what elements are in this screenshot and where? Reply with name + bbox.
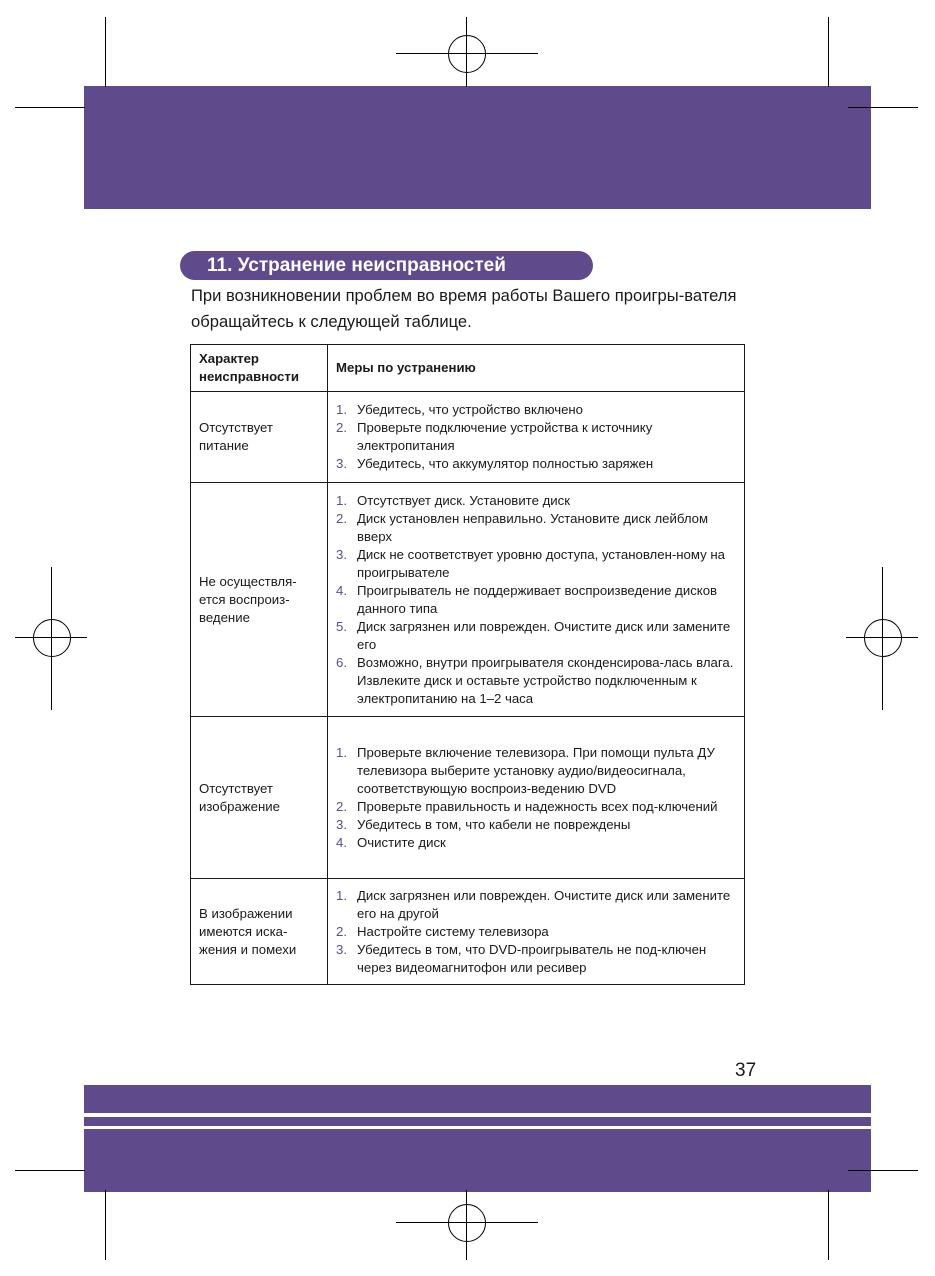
step-number: 4. — [336, 834, 347, 850]
table-row — [191, 483, 745, 717]
list-item — [336, 798, 738, 816]
step-text: Убедитесь в том, что кабели не повреждены — [357, 816, 631, 832]
remedy-cell — [328, 392, 745, 483]
step-text: Проигрыватель не поддерживает воспроизведение дисков данного типа — [357, 582, 718, 616]
list-item — [336, 941, 738, 977]
step-number: 3. — [336, 456, 347, 471]
remedy-list — [336, 744, 738, 852]
remedy-cell — [328, 717, 745, 879]
list-item — [336, 816, 738, 834]
step-number: 1. — [336, 492, 347, 508]
table-row — [191, 717, 745, 879]
footer-band-stripe — [84, 1117, 871, 1126]
list-item — [336, 510, 738, 546]
problem-cell: Отсутствует изображение — [191, 717, 328, 879]
step-number: 4. — [336, 582, 347, 598]
list-item — [336, 401, 738, 419]
problem-cell: Не осуществля-ется воспроиз-ведение — [191, 483, 328, 717]
header-remedy: Меры по устранению — [328, 345, 745, 392]
step-text: Диск загрязнен или поврежден. Очистите диск или замените его на другой — [357, 887, 731, 921]
step-text: Убедитесь, что устройство включено — [357, 402, 584, 417]
table-row — [191, 879, 745, 985]
step-number: 3. — [336, 941, 347, 957]
intro-text: При возникновении проблем во время работы Вашего проигры-вателя обращайтесь к следующей таблице. — [191, 286, 737, 331]
step-number: 3. — [336, 546, 347, 562]
step-text: Очистите диск — [357, 834, 446, 850]
step-number: 5. — [336, 618, 347, 634]
list-item — [336, 887, 738, 923]
step-text: Проверьте правильность и надежность всех под-ключений — [357, 798, 718, 814]
list-item — [336, 654, 738, 708]
troubleshooting-table — [190, 344, 745, 985]
step-text: Убедитесь в том, что DVD-проигрыватель не под-ключен через видеомагнитофон или ресивер — [357, 941, 707, 975]
problem-cell: В изображении имеются иска-жения и помехи — [191, 879, 328, 985]
header-problem: Характер неисправности — [191, 345, 328, 392]
list-item — [336, 455, 738, 473]
list-item — [336, 419, 738, 455]
header-band — [84, 86, 871, 209]
step-text: Диск не соответствует уровню доступа, установлен-ному на проигрывателе — [357, 546, 725, 580]
step-number: 2. — [336, 798, 347, 814]
step-number: 1. — [336, 402, 347, 417]
footer-band-upper — [84, 1085, 871, 1113]
footer-band-lower — [84, 1129, 871, 1192]
remedy-list — [336, 492, 738, 708]
remedy-list — [336, 887, 738, 977]
step-text: Проверьте включение телевизора. При помощи пульта ДУ телевизора выберите установку аудио/видеосигнала, соответствующую воспроиз-ведению DVD — [357, 744, 715, 796]
list-item — [336, 744, 738, 798]
step-number: 1. — [336, 744, 347, 760]
table-row — [191, 392, 745, 483]
remedy-cell — [328, 483, 745, 717]
step-number: 2. — [336, 420, 347, 435]
step-text: Отсутствует диск. Установите диск — [357, 492, 570, 508]
problem-cell: Отсутствует питание — [191, 392, 328, 483]
section-title: 11. Устранение неисправностей — [180, 251, 593, 280]
step-number: 3. — [336, 816, 347, 832]
step-number: 6. — [336, 654, 347, 670]
list-item — [336, 834, 738, 852]
step-text: Диск установлен неправильно. Установите диск лейблом вверх — [357, 510, 709, 544]
step-text: Проверьте подключение устройства к источнику электропитания — [357, 420, 653, 453]
table-header-row — [191, 345, 745, 392]
list-item — [336, 923, 738, 941]
step-number: 2. — [336, 510, 347, 526]
step-number: 1. — [336, 887, 347, 903]
step-text: Возможно, внутри проигрывателя сконденсирова-лась влага. Извлеките диск и оставьте устройство подключенным к электропитанию на 1–2 часа — [357, 654, 734, 706]
list-item — [336, 618, 738, 654]
list-item — [336, 546, 738, 582]
list-item — [336, 582, 738, 618]
remedy-cell — [328, 879, 745, 985]
step-text: Диск загрязнен или поврежден. Очистите диск или замените его — [357, 618, 731, 652]
step-text: Настройте систему телевизора — [357, 923, 549, 939]
list-item — [336, 492, 738, 510]
step-number: 2. — [336, 923, 347, 939]
remedy-list — [336, 401, 738, 473]
page-number: 37 — [735, 1060, 757, 1081]
step-text: Убедитесь, что аккумулятор полностью заряжен — [357, 456, 654, 471]
